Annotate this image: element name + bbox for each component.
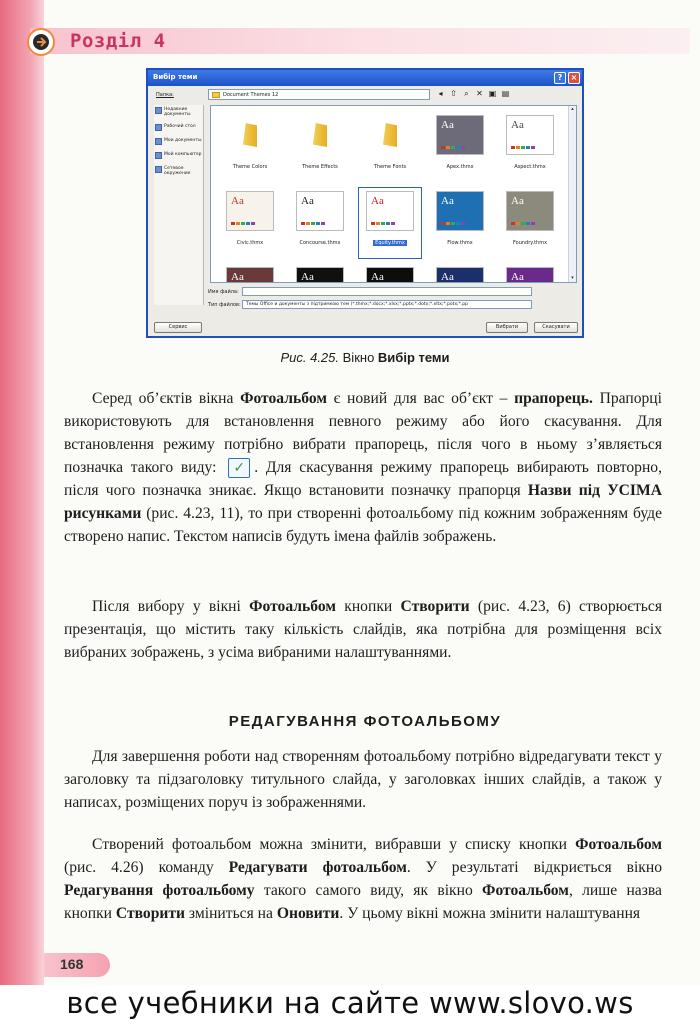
- theme-preview-icon: Aa: [436, 191, 484, 231]
- scroll-down-icon[interactable]: ▾: [571, 275, 574, 281]
- item-label: Theme Fonts: [373, 164, 407, 170]
- theme-dialog: [146, 68, 584, 338]
- item-label: Concourse.thmx: [299, 240, 341, 246]
- place-label: Мой компьютер: [164, 152, 202, 157]
- theme-item[interactable]: [499, 264, 561, 283]
- folder-item[interactable]: [289, 112, 351, 182]
- theme-item[interactable]: [429, 188, 491, 258]
- back-icon[interactable]: ◂: [438, 89, 443, 98]
- arrow-right-icon: [27, 28, 55, 56]
- theme-preview-icon: Aa: [506, 115, 554, 155]
- theme-list: [210, 105, 577, 283]
- folder-icon: [226, 115, 274, 155]
- up-folder-icon[interactable]: ⇧: [450, 89, 457, 98]
- item-label: Flow.thmx: [447, 240, 473, 246]
- theme-preview-icon: Aa: [506, 267, 554, 283]
- sidebar-place-item[interactable]: [154, 164, 203, 178]
- item-label: Theme Effects: [302, 164, 338, 170]
- folder-icon: [296, 115, 344, 155]
- cancel-button[interactable]: Скасувати: [534, 322, 578, 333]
- views-icon[interactable]: ▤: [501, 89, 510, 98]
- item-label: Civic.thmx: [236, 240, 264, 246]
- item-label: Aspect.thmx: [514, 164, 546, 170]
- theme-preview-icon: Aa: [226, 267, 274, 283]
- paragraph-2: Після вибору у вікні Фотоальбом кнопки Створити (рис. 4.23, 6) створюється презентація, що містить таку кількість слайдів, яка потрібна для розміщення всіх вибраних зображень, з усіма вибраними налаштуваннями.: [64, 598, 662, 661]
- caption-number: Рис. 4.25.: [280, 350, 340, 365]
- folder-icon: [212, 92, 220, 98]
- sidebar-place-item[interactable]: [154, 122, 203, 133]
- place-icon: [155, 166, 162, 173]
- address-field[interactable]: [208, 89, 430, 100]
- theme-preview-icon: Aa: [226, 191, 274, 231]
- place-icon: [155, 152, 162, 159]
- theme-preview-icon: Aa: [366, 191, 414, 231]
- place-icon: [155, 107, 162, 114]
- place-label: Недавние документы: [164, 107, 191, 117]
- caption-name: Вибір теми: [377, 350, 450, 365]
- place-label: Сетевое окружение: [164, 166, 191, 176]
- filetype-select[interactable]: Темы Office и документы з підтримкою тем (*.thmx;*.docx;*.xlsx;*.pptx;*.dotx;*.xltx;*.potx;*.pp: [242, 300, 532, 309]
- checkbox-checked-icon: ✓: [228, 458, 250, 478]
- theme-preview-icon: Aa: [296, 267, 344, 283]
- sidebar-place-item[interactable]: [154, 136, 203, 147]
- theme-preview-icon: Aa: [436, 115, 484, 155]
- theme-item[interactable]: [289, 188, 351, 258]
- theme-item[interactable]: [359, 188, 421, 258]
- service-button[interactable]: Сервис: [154, 322, 202, 333]
- place-label: Рабочий стол: [164, 124, 196, 129]
- address-value: Document Themes 12: [223, 92, 279, 98]
- folder-item[interactable]: [359, 112, 421, 182]
- place-icon: [155, 138, 162, 145]
- footer-banner: все учебники на сайте www.slovo.ws: [0, 985, 700, 1024]
- theme-item[interactable]: [499, 188, 561, 258]
- scrollbar[interactable]: [568, 106, 576, 282]
- theme-item[interactable]: [429, 112, 491, 182]
- item-label: Theme Colors: [232, 164, 268, 170]
- section-title: Розділ 4: [70, 30, 166, 52]
- sidebar-place-item[interactable]: [154, 105, 203, 119]
- theme-item[interactable]: [499, 112, 561, 182]
- theme-preview-icon: Aa: [436, 267, 484, 283]
- folder-icon: [366, 115, 414, 155]
- place-icon: [155, 124, 162, 131]
- dialog-title: Вибір теми: [148, 70, 582, 86]
- address-label: Папка:: [156, 92, 174, 98]
- item-label: Apex.thmx: [446, 164, 474, 170]
- select-button[interactable]: Вибрати: [486, 322, 528, 333]
- theme-item[interactable]: [429, 264, 491, 283]
- item-label: Foundry.thmx: [512, 240, 548, 246]
- section-heading: РЕДАГУВАННЯ ФОТОАЛЬБОМУ: [228, 713, 502, 730]
- filename-input[interactable]: [242, 287, 532, 296]
- caption-text: Вікно: [342, 350, 375, 365]
- theme-preview-icon: Aa: [506, 191, 554, 231]
- folder-item[interactable]: [219, 112, 281, 182]
- paragraph-1: Серед об’єктів вікна Фотоальбом є новий для вас об’єкт – прапорець. Прапорці використовують для встановлення певного режиму або його скасування. Для встановлення режиму потрібно вибрати прапорець, після чого в ньому з’являється позначка такого виду: ✓ . Для скасування режиму прапорець вибирають повторно, після чого позначка зникає. Якщо встановити позначку прапорця Назви під УСІМА рисунками (рис. 4.23, 11), то при створенні фотоальбому під кожним зображенням буде створено напис. Текстом написів будуть імена файлів зображень.: [64, 390, 662, 545]
- scroll-up-icon[interactable]: ▴: [571, 106, 574, 112]
- theme-item[interactable]: [219, 188, 281, 258]
- delete-icon[interactable]: ✕: [476, 89, 483, 98]
- paragraph-3: Для завершення роботи над створенням фотоальбому потрібно відредагувати текст у заголовку та підзаголовку титульного слайда, у заголовках інших слайдів, а також у написах, розміщених поруч із зображеннями.: [64, 748, 662, 811]
- theme-item[interactable]: [289, 264, 351, 283]
- theme-item[interactable]: [359, 264, 421, 283]
- place-label: Мои документы: [164, 138, 202, 143]
- theme-item[interactable]: [219, 264, 281, 283]
- new-folder-icon[interactable]: ▣: [488, 89, 497, 98]
- theme-preview-icon: Aa: [296, 191, 344, 231]
- theme-preview-icon: Aa: [366, 267, 414, 283]
- page-number: 168: [44, 953, 110, 977]
- figure-caption: [0, 350, 700, 365]
- help-icon[interactable]: ?: [554, 72, 566, 84]
- paragraph-4: Створений фотоальбом можна змінити, вибравши у списку кнопки Фотоальбом (рис. 4.26) команду Редагувати фотоальбом. У результаті відкриється вікно Редагування фотоальбому такого самого виду, як вікно Фотоальбом, лише назва кнопки Створити зміниться на Оновити. У цьому вікні можна змінити налаштування: [64, 836, 663, 922]
- close-icon[interactable]: ×: [568, 72, 580, 84]
- item-label: Equity.thmx: [375, 240, 405, 246]
- places-sidebar: [154, 105, 204, 305]
- filename-label: Имя файла:: [208, 289, 239, 295]
- sidebar-place-item[interactable]: [154, 150, 203, 161]
- filetype-label: Тип файлов:: [208, 302, 241, 308]
- left-color-band: [0, 0, 44, 985]
- search-icon[interactable]: ⌕: [464, 89, 469, 98]
